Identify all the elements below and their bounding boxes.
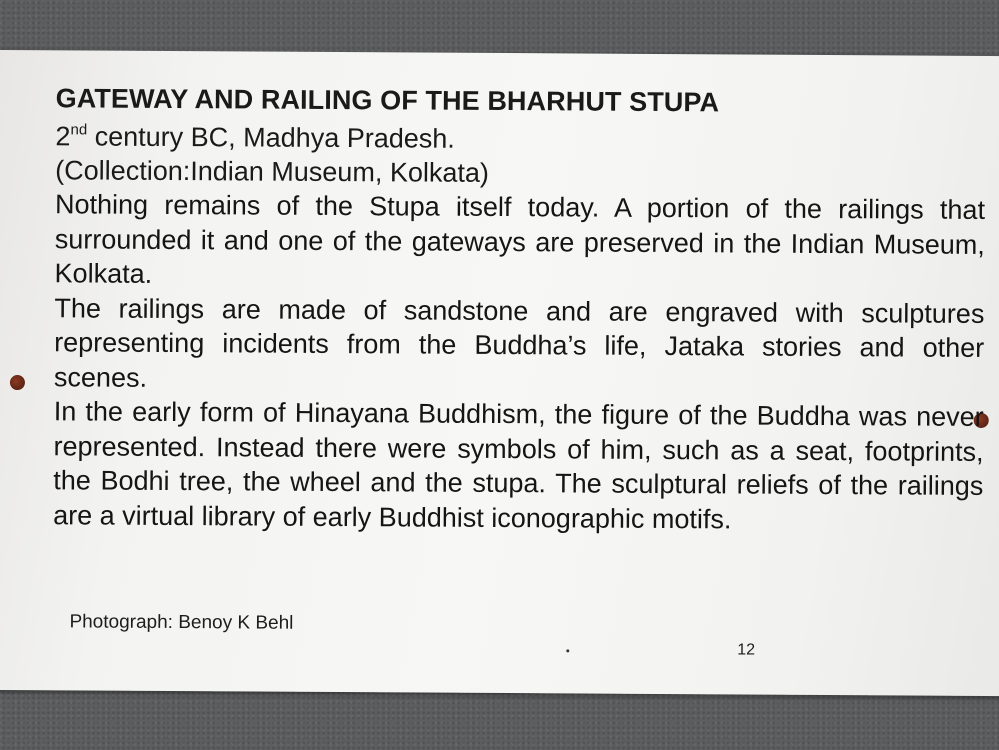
left-screw-icon [10, 375, 25, 390]
label-paragraph-1: Nothing remains of the Stupa itself today. A portion of the railings that surrounded it and one of the gateways are preserved in the Indian Museum, Kolkata. [54, 189, 986, 289]
photo-credit: Photograph: Benoy K Behl [69, 611, 294, 634]
date-ordinal-suffix: nd [70, 121, 88, 139]
date-ordinal: 2 [55, 121, 71, 152]
date-rest: century BC, Madhya Pradesh. [87, 121, 455, 154]
label-paragraph-3: In the early form of Hinayana Buddhism, the figure of the Buddha was never represented. Instead there were symbols of him, such as a seat, footprints, the Bodhi tree, the wheel and the stupa. The sculptural reliefs of the railings are a virtual library of early Buddhist iconographic motifs. [53, 396, 984, 534]
label-collection: (Collection:Indian Museum, Kolkata) [55, 155, 490, 188]
label-text-block [53, 83, 986, 538]
page-number: 12 [737, 641, 756, 659]
dust-speck [566, 649, 569, 652]
label-date-line [55, 113, 985, 159]
museum-label-plaque [0, 50, 999, 696]
label-title: GATEWAY AND RAILING OF THE BHARHUT STUPA [55, 83, 720, 118]
label-paragraph-2: The railings are made of sandstone and are engraved with sculptures representing incidents from the Buddha’s life, Jataka stories and other scenes. [53, 292, 985, 393]
